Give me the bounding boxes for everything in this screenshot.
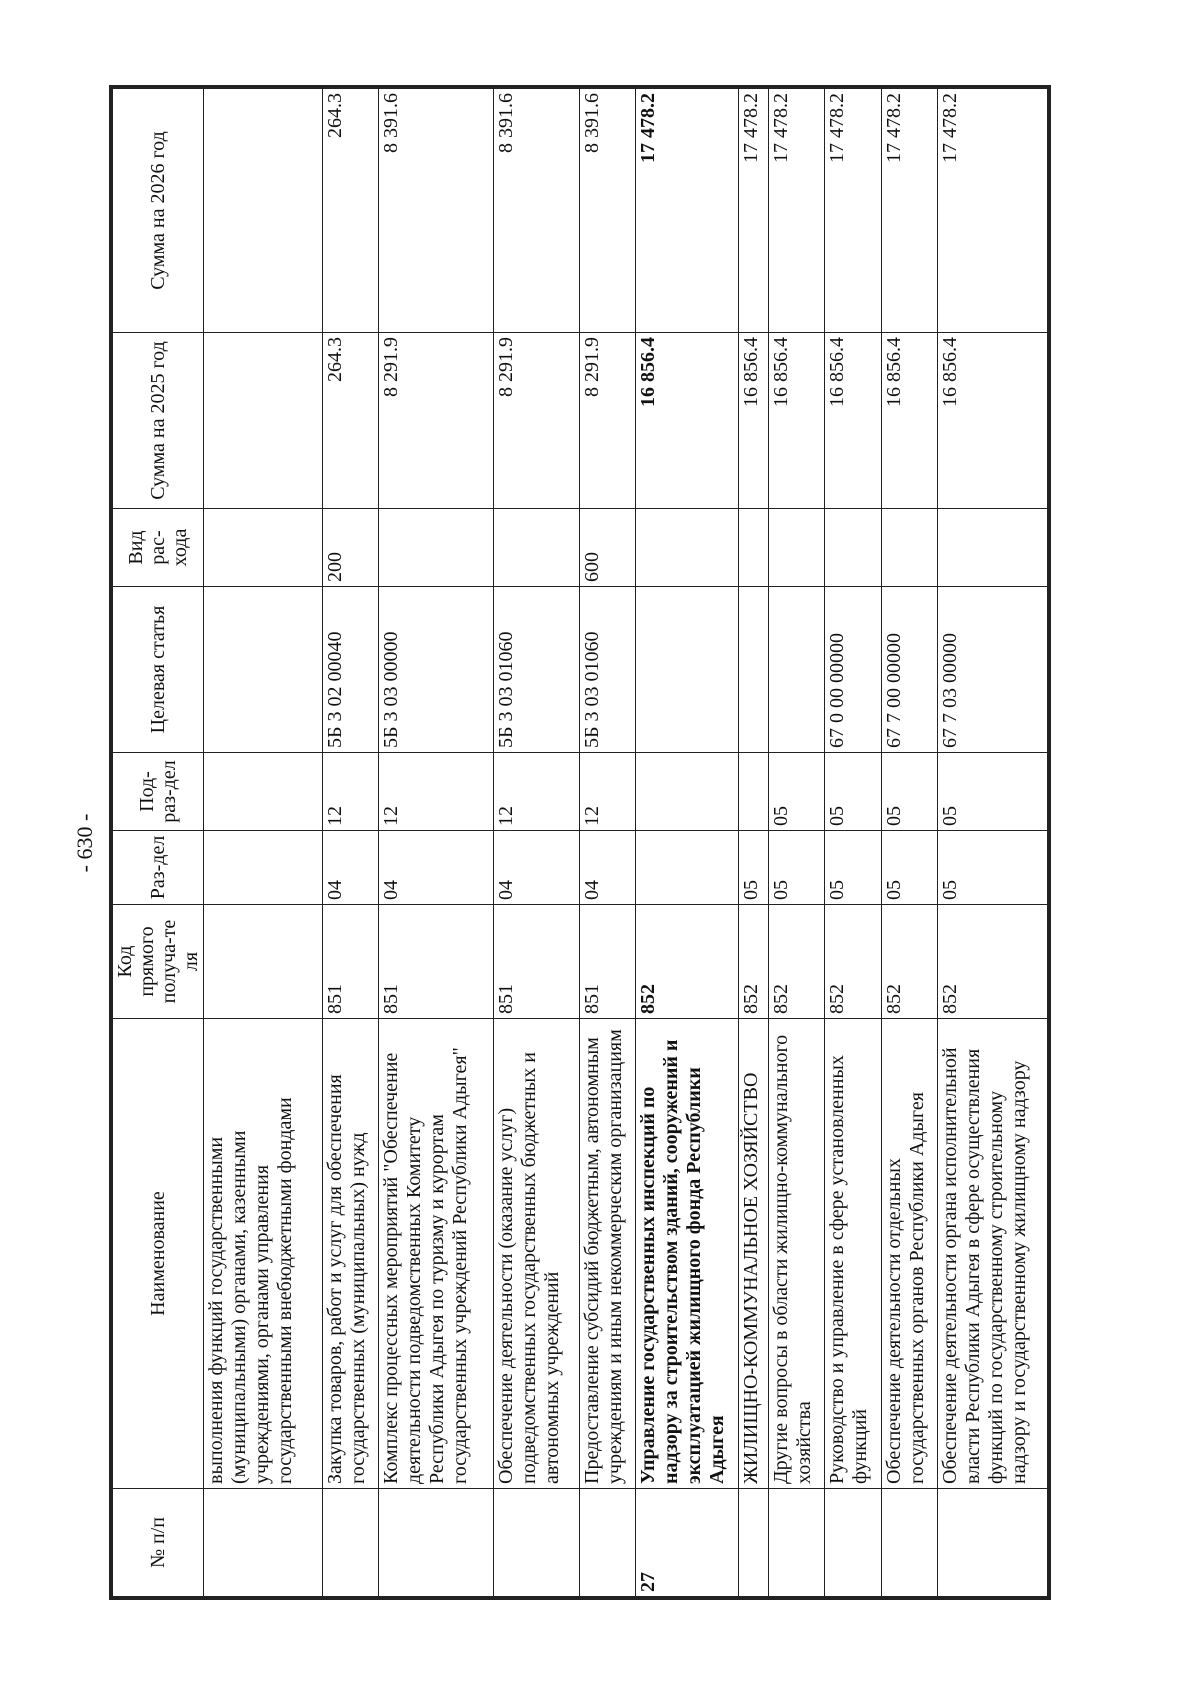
- cell-sum2025: [204, 333, 323, 509]
- table-header-row: [113, 89, 204, 1597]
- cell-name: Предоставление субсидий бюджетным, автономным учреждениям и иным некоммерческим организациям: [580, 1019, 636, 1489]
- cell-name: ЖИЛИЩНО-КОММУНАЛЬНОЕ ХОЗЯЙСТВО: [738, 1019, 768, 1489]
- cell-sum2025: 8 291.9: [379, 333, 494, 509]
- cell-sum2026: 8 391.6: [580, 89, 636, 333]
- cell-num: [769, 1489, 825, 1597]
- cell-cel: [769, 587, 825, 753]
- header-sum2025: Сумма на 2025 год: [113, 333, 204, 509]
- cell-sum2025: 16 856.4: [881, 333, 937, 509]
- cell-razdel: 05: [937, 831, 1047, 905]
- cell-podrazdel: 05: [769, 753, 825, 831]
- header-kod: Код прямого получа-те ля: [113, 905, 204, 1019]
- cell-razdel: 05: [881, 831, 937, 905]
- cell-kod: 852: [825, 905, 881, 1019]
- cell-razdel: [636, 831, 739, 905]
- cell-kod: [204, 905, 323, 1019]
- cell-sum2025: 8 291.9: [580, 333, 636, 509]
- cell-sum2026: 17 478.2: [881, 89, 937, 333]
- cell-podrazdel: 12: [322, 753, 378, 831]
- cell-vid: [379, 509, 494, 587]
- cell-vid: [769, 509, 825, 587]
- cell-cel: 5Б 3 03 01060: [580, 587, 636, 753]
- cell-name: Руководство и управление в сфере установленных функций: [825, 1019, 881, 1489]
- table-row: [580, 89, 636, 1597]
- table-row: [825, 89, 881, 1597]
- table-row: [636, 89, 739, 1597]
- cell-name: Комплекс процессных мероприятий "Обеспечение деятельности подведомственных Комитету Республики Адыгея по туризму и курортам государственных учреждений Республики Адыгея": [379, 1019, 494, 1489]
- cell-sum2025: 264.3: [322, 333, 378, 509]
- cell-name: Обеспечение деятельности (оказание услуг) подведомственных государственных бюджетных и автономных учреждений: [493, 1019, 579, 1489]
- cell-vid: [825, 509, 881, 587]
- cell-cel: 67 0 00 00000: [825, 587, 881, 753]
- cell-podrazdel: 05: [825, 753, 881, 831]
- cell-kod: 851: [322, 905, 378, 1019]
- cell-vid: 200: [322, 509, 378, 587]
- cell-num: [204, 1489, 323, 1597]
- cell-sum2025: 16 856.4: [825, 333, 881, 509]
- cell-vid: [738, 509, 768, 587]
- table-row: [738, 89, 768, 1597]
- cell-sum2026: 17 478.2: [937, 89, 1047, 333]
- cell-razdel: [204, 831, 323, 905]
- header-num: № п/п: [113, 1489, 204, 1597]
- cell-num: [322, 1489, 378, 1597]
- table-row: [937, 89, 1047, 1597]
- cell-cel: 67 7 03 00000: [937, 587, 1047, 753]
- cell-sum2026: 17 478.2: [636, 89, 739, 333]
- cell-kod: 852: [636, 905, 739, 1019]
- cell-razdel: 04: [493, 831, 579, 905]
- cell-kod: 852: [937, 905, 1047, 1019]
- table-row: [204, 89, 323, 1597]
- header-sum2026: Сумма на 2026 год: [113, 89, 204, 333]
- cell-num: [580, 1489, 636, 1597]
- cell-cel: 5Б 3 03 01060: [493, 587, 579, 753]
- cell-kod: 852: [738, 905, 768, 1019]
- cell-name: Другие вопросы в области жилищно-коммунального хозяйства: [769, 1019, 825, 1489]
- cell-podrazdel: 12: [379, 753, 494, 831]
- cell-razdel: 04: [322, 831, 378, 905]
- budget-table: [112, 88, 1048, 1597]
- cell-sum2026: [204, 89, 323, 333]
- cell-num: 27: [636, 1489, 739, 1597]
- cell-name: Закупка товаров, работ и услуг для обеспечения государственных (муниципальных) нужд: [322, 1019, 378, 1489]
- cell-num: [379, 1489, 494, 1597]
- table-row: [881, 89, 937, 1597]
- cell-name: выполнения функций государственными (муниципальными) органами, казенными учреждениями, органами управления государственными внебюджетными фондами: [204, 1019, 323, 1489]
- page-number: - 630 -: [72, 813, 97, 873]
- cell-podrazdel: [204, 753, 323, 831]
- cell-razdel: 04: [379, 831, 494, 905]
- header-vid: Вид рас-хода: [113, 509, 204, 587]
- cell-podrazdel: 05: [881, 753, 937, 831]
- header-name: Наименование: [113, 1019, 204, 1489]
- cell-kod: 851: [580, 905, 636, 1019]
- cell-podrazdel: 05: [937, 753, 1047, 831]
- budget-table-container: [112, 89, 1048, 1597]
- cell-podrazdel: 12: [493, 753, 579, 831]
- header-podrazdel: Под-раз-дел: [113, 753, 204, 831]
- cell-name: Обеспечение деятельности отдельных государственных органов Республики Адыгея: [881, 1019, 937, 1489]
- cell-vid: [204, 509, 323, 587]
- cell-podrazdel: [738, 753, 768, 831]
- cell-kod: 851: [379, 905, 494, 1019]
- table-row: [493, 89, 579, 1597]
- cell-vid: [636, 509, 739, 587]
- cell-razdel: 05: [738, 831, 768, 905]
- cell-podrazdel: 12: [580, 753, 636, 831]
- cell-sum2025: 16 856.4: [937, 333, 1047, 509]
- cell-podrazdel: [636, 753, 739, 831]
- cell-vid: [881, 509, 937, 587]
- cell-sum2026: 17 478.2: [769, 89, 825, 333]
- table-row: [769, 89, 825, 1597]
- cell-sum2026: 8 391.6: [493, 89, 579, 333]
- cell-razdel: 05: [769, 831, 825, 905]
- table-row: [379, 89, 494, 1597]
- cell-cel: 67 7 00 00000: [881, 587, 937, 753]
- table-row: [322, 89, 378, 1597]
- cell-sum2025: 16 856.4: [636, 333, 739, 509]
- cell-cel: 5Б 3 03 00000: [379, 587, 494, 753]
- cell-sum2025: 16 856.4: [769, 333, 825, 509]
- cell-num: [493, 1489, 579, 1597]
- cell-cel: [204, 587, 323, 753]
- cell-num: [738, 1489, 768, 1597]
- cell-num: [881, 1489, 937, 1597]
- cell-vid: [493, 509, 579, 587]
- cell-name: Обеспечение деятельности органа исполнительной власти Республики Адыгея в сфере осуществления функций по государственному строительному надзору и государственному жилищному надзору: [937, 1019, 1047, 1489]
- cell-num: [825, 1489, 881, 1597]
- cell-cel: [636, 587, 739, 753]
- cell-cel: [738, 587, 768, 753]
- cell-kod: 851: [493, 905, 579, 1019]
- cell-sum2025: 8 291.9: [493, 333, 579, 509]
- cell-vid: 600: [580, 509, 636, 587]
- header-razdel: Раз-дел: [113, 831, 204, 905]
- cell-num: [937, 1489, 1047, 1597]
- cell-kod: 852: [769, 905, 825, 1019]
- cell-razdel: 04: [580, 831, 636, 905]
- header-cel: Целевая статья: [113, 587, 204, 753]
- cell-kod: 852: [881, 905, 937, 1019]
- cell-vid: [937, 509, 1047, 587]
- cell-name: Управление государственных инспекций по надзору за строительством зданий, сооружений и эксплуатацией жилищного фонда Республики Адыгея: [636, 1019, 739, 1489]
- cell-sum2026: 17 478.2: [738, 89, 768, 333]
- cell-sum2026: 17 478.2: [825, 89, 881, 333]
- cell-razdel: 05: [825, 831, 881, 905]
- cell-cel: 5Б 3 02 00040: [322, 587, 378, 753]
- cell-sum2025: 16 856.4: [738, 333, 768, 509]
- cell-sum2026: 264.3: [322, 89, 378, 333]
- cell-sum2026: 8 391.6: [379, 89, 494, 333]
